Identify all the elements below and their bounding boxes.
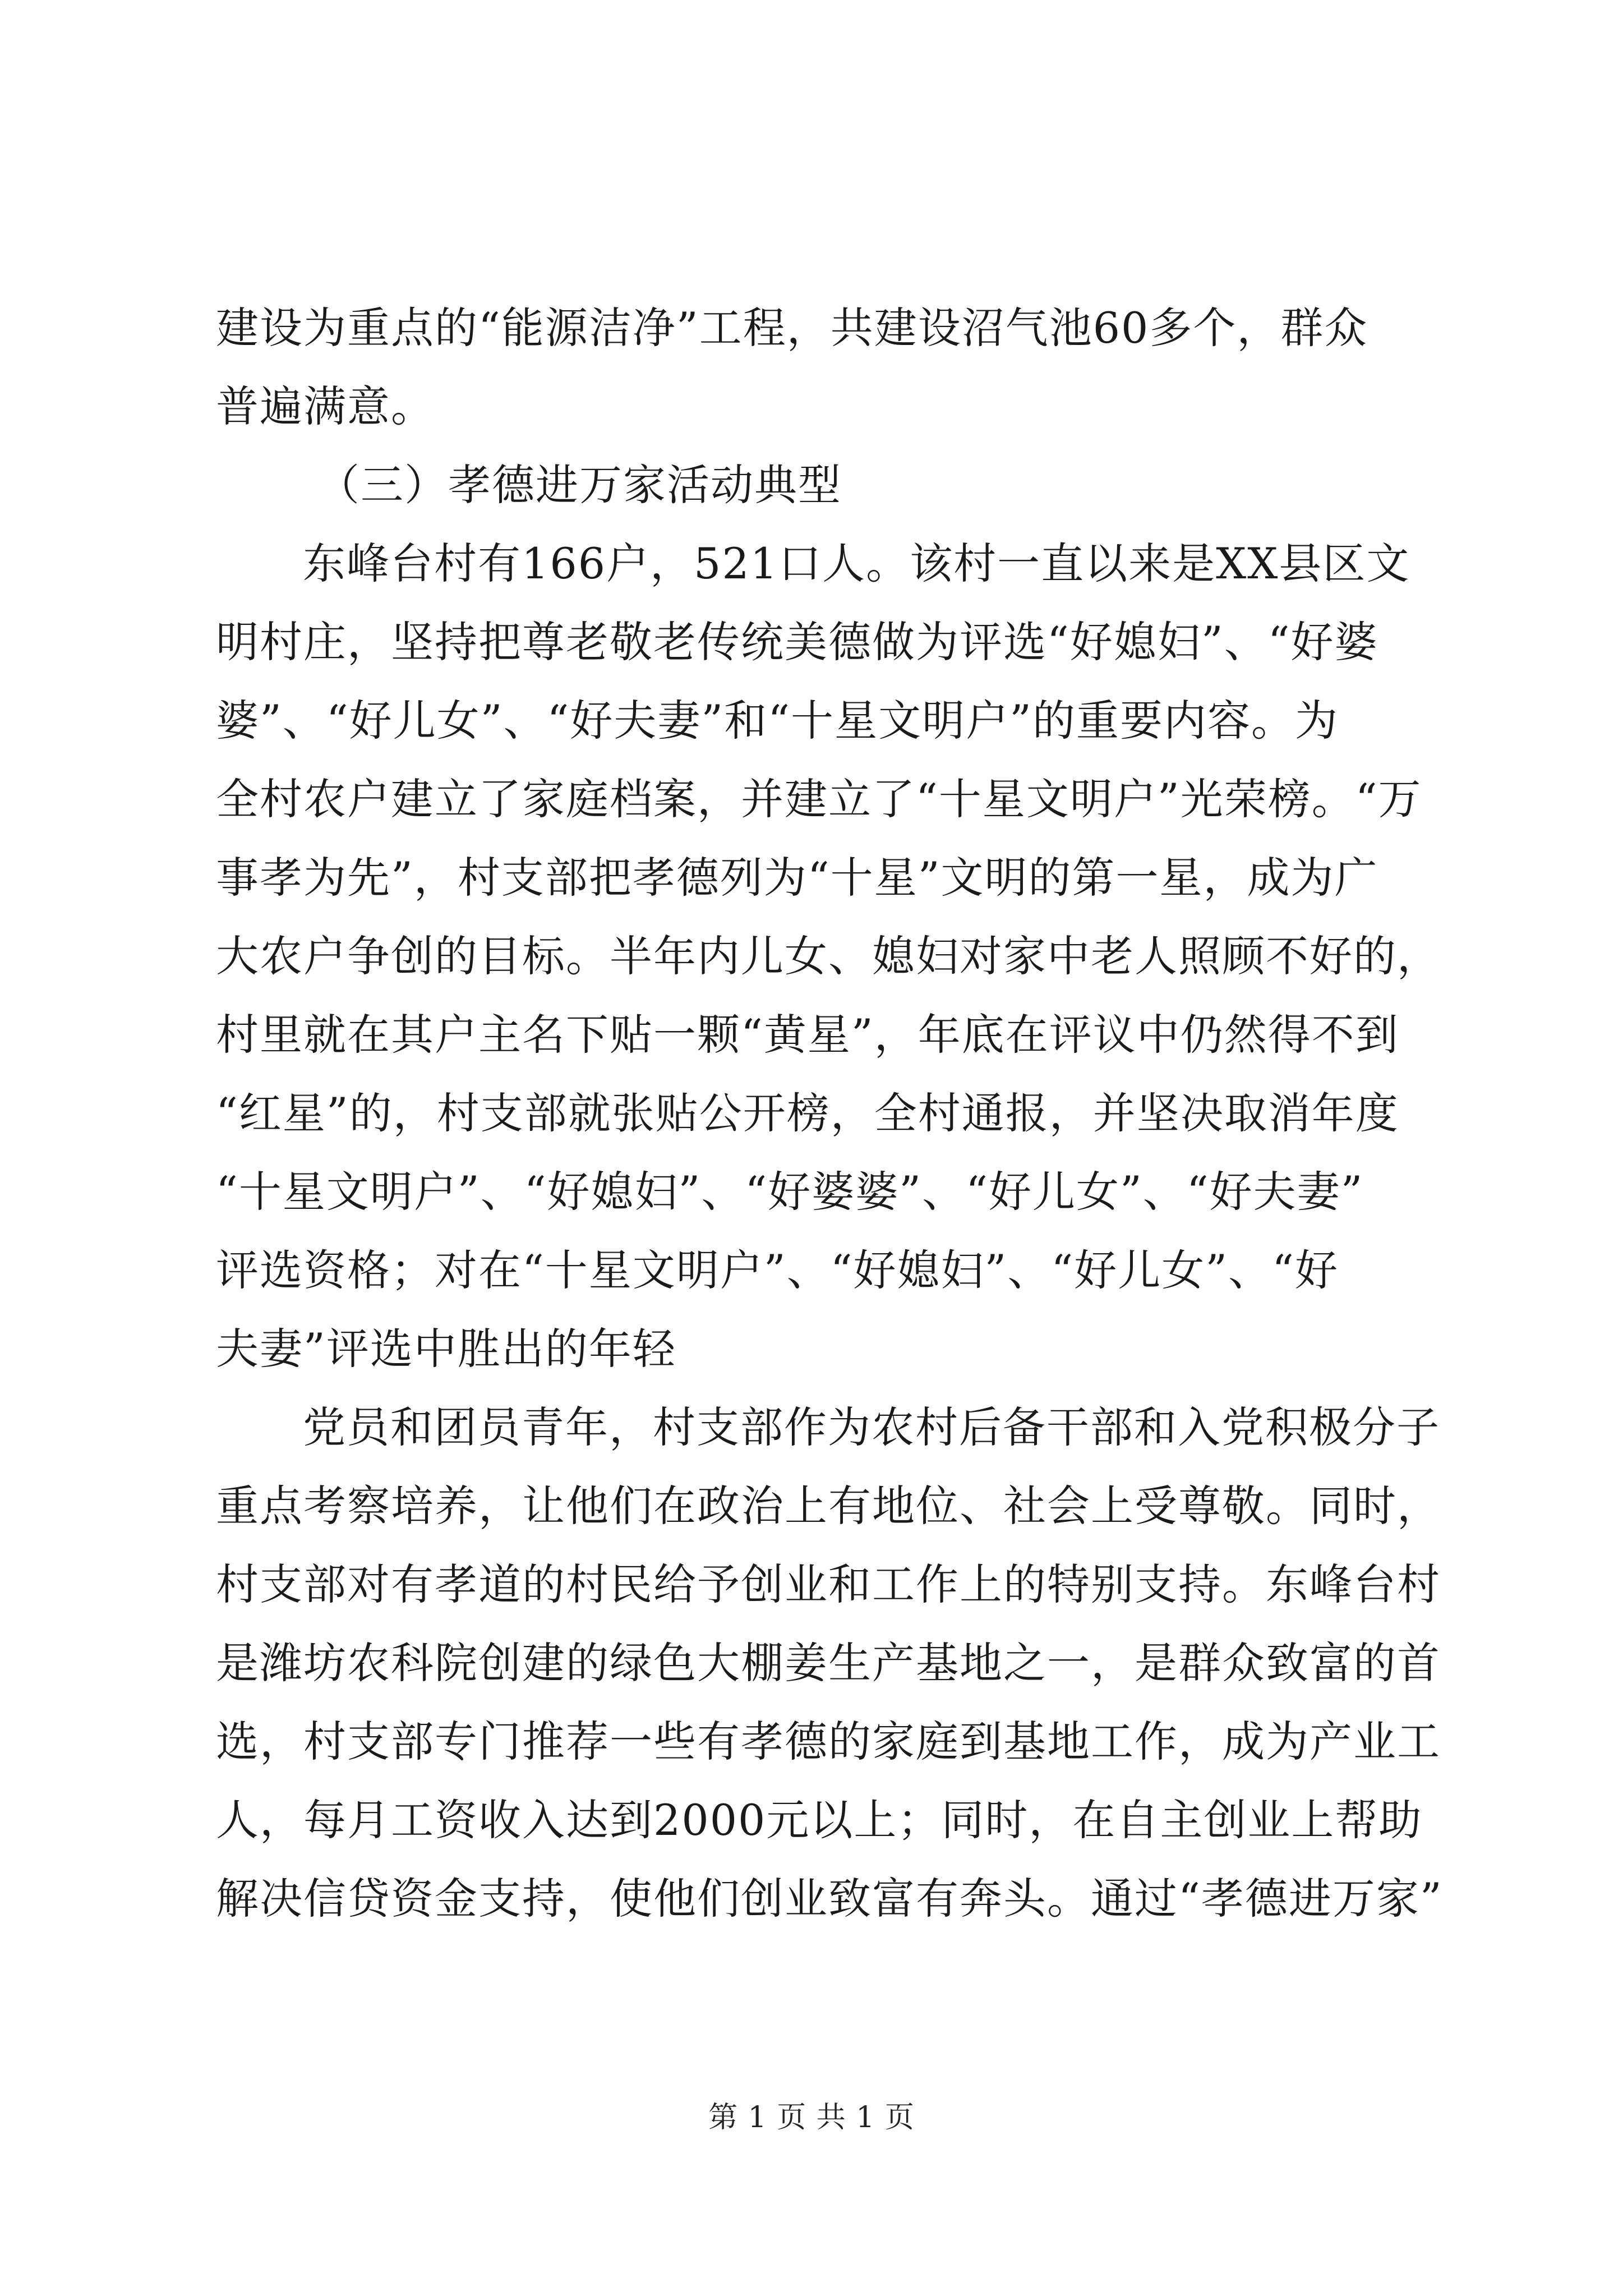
paragraph-line: 解决信贷资金支持，使他们创业致富有奔头。通过“孝德进万家” xyxy=(216,1874,1443,1924)
paragraph-line: 选，村支部专门推荐一些有孝德的家庭到基地工作，成为产业工 xyxy=(216,1717,1441,1766)
paragraph-line: 村支部对有孝道的村民给予创业和工作上的特别支持。东峰台村 xyxy=(216,1559,1441,1609)
paragraph-line: “十星文明户”、“好媳妇”、“好婆婆”、“好儿女”、“好夫妻” xyxy=(216,1167,1364,1217)
paragraph-line: 村里就在其户主名下贴一颗“黄星”，年底在评议中仍然得不到 xyxy=(216,1010,1399,1060)
paragraph-line: 普遍满意。 xyxy=(216,381,435,431)
paragraph-line: 婆”、“好儿女”、“好夫妻”和“十星文明户”的重要内容。为 xyxy=(216,696,1339,746)
paragraph-line: 东峰台村有166户，521口人。该村一直以来是XX县区文 xyxy=(303,539,1410,588)
paragraph-line: 人，每月工资收入达到2000元以上；同时，在自主创业上帮助 xyxy=(216,1795,1423,1845)
paragraph-line: 评选资格；对在“十星文明户”、“好媳妇”、“好儿女”、“好 xyxy=(216,1245,1339,1295)
paragraph-line: 大农户争创的目标。半年内儿女、媳妇对家中老人照顾不好的， xyxy=(216,931,1441,981)
paragraph-line: 是潍坊农科院创建的绿色大棚姜生产基地之一，是群众致富的首 xyxy=(216,1638,1441,1688)
paragraph-line: 建设为重点的“能源洁净”工程，共建设沼气池60多个，群众 xyxy=(216,303,1368,353)
paragraph-line: 党员和团员青年，村支部作为农村后备干部和入党积极分子 xyxy=(303,1402,1440,1452)
paragraph-line: 夫妻”评选中胜出的年轻 xyxy=(216,1324,676,1374)
page-number-footer: 第 1 页 共 1 页 xyxy=(708,2101,915,2134)
paragraph-line: “红星”的，村支部就张贴公开榜，全村通报，并坚决取消年度 xyxy=(216,1088,1399,1138)
paragraph-line: 事孝为先”，村支部把孝德列为“十星”文明的第一星，成为广 xyxy=(216,853,1378,903)
paragraph-line: 明村庄，坚持把尊老敬老传统美德做为评选“好媳妇”、“好婆 xyxy=(216,617,1378,667)
paragraph-line: 全村农户建立了家庭档案，并建立了“十星文明户”光荣榜。“万 xyxy=(216,774,1422,824)
section-heading: （三）孝德进万家活动典型 xyxy=(317,460,842,510)
paragraph-line: 重点考察培养，让他们在政治上有地位、社会上受尊敬。同时， xyxy=(216,1481,1441,1531)
